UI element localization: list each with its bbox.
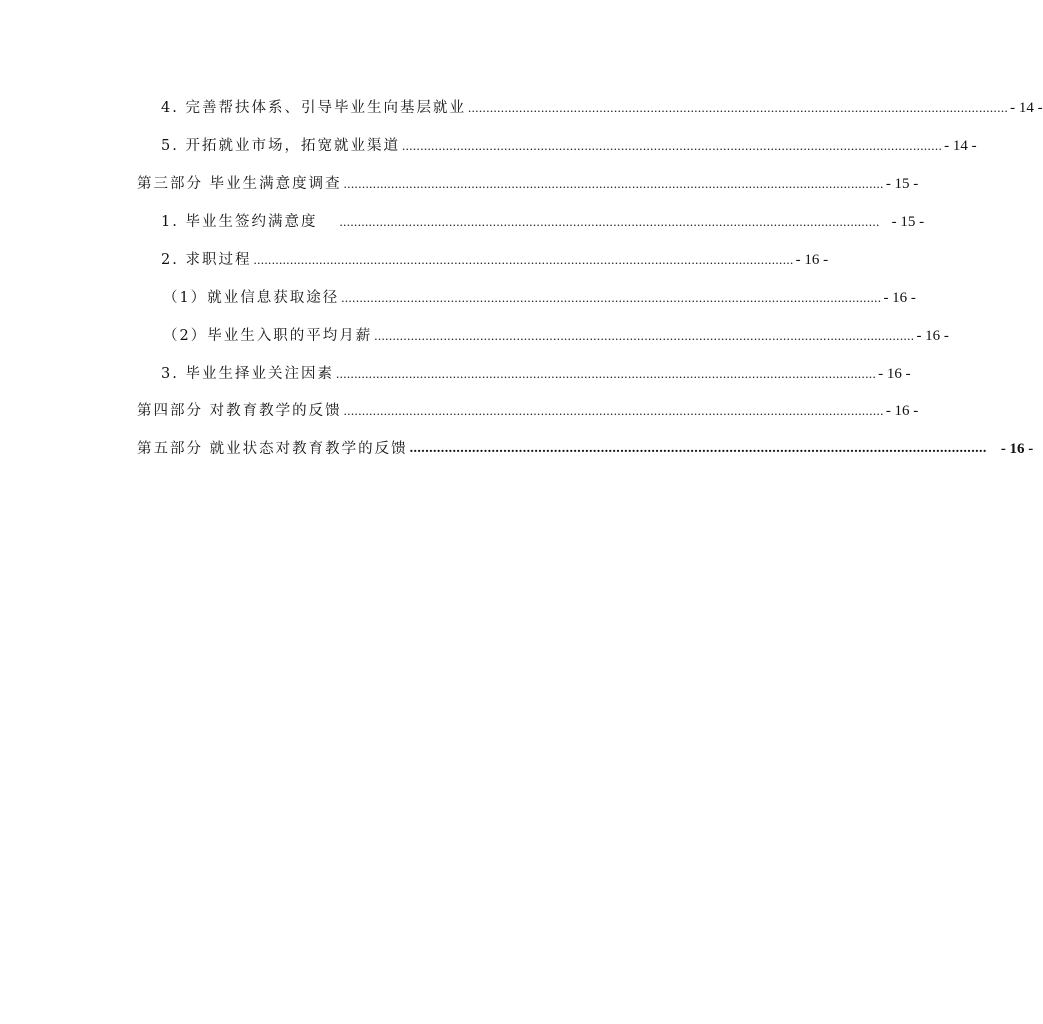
toc-leader-dots: .................................................................................................................................................... (401, 138, 943, 153)
toc-entry-2-2-monthly-salary[interactable] (163, 324, 949, 348)
toc-entry-page: - 15 - (885, 176, 919, 192)
toc-entry-page: - 16 - (795, 252, 829, 268)
toc-leader-dots: .................................................................................................................................................... (341, 290, 882, 305)
toc-leader-dots: .................................................................................................................................................... (409, 441, 987, 456)
toc-leader-dots: .................................................................................................................................................... (374, 328, 915, 343)
toc-entry-page: - 16 - (883, 290, 916, 306)
toc-entry-page: - 16 - (885, 403, 919, 419)
toc-entry-title: （2）毕业生入职的平均月薪 (163, 328, 373, 344)
toc-leader-dots: .................................................................................................................................................... (343, 403, 884, 418)
toc-leader-dots: .................................................................................................................................................... (467, 100, 1009, 115)
toc-entry-title: 4. 完善帮扶体系、引导毕业生向基层就业 (161, 100, 466, 116)
toc-entry-page: - 14 - (944, 138, 977, 154)
toc-entry-page: - 16 - (1000, 441, 1034, 457)
toc-entry-page: - 15 - (891, 214, 925, 230)
toc-entry-title: 1. 毕业生签约满意度 (161, 214, 318, 230)
toc-entry-title: （1）就业信息获取途径 (163, 290, 340, 306)
toc-entry-2-job-search[interactable] (161, 248, 829, 272)
toc-entry-1-signing-satisfaction[interactable] (161, 210, 925, 234)
toc-entry-title: 2. 求职过程 (161, 252, 252, 268)
toc-entry-page: - 16 - (916, 328, 949, 344)
toc-leader-dots: .................................................................................................................................................... (335, 366, 877, 381)
toc-entry-title: 5. 开拓就业市场，拓宽就业渠道 (161, 138, 400, 154)
toc-entry-page: - 14 - (1010, 100, 1043, 116)
toc-entry-2-1-info-channels[interactable] (163, 286, 916, 310)
toc-entry-title: 第三部分 毕业生满意度调查 (137, 176, 342, 192)
toc-entry-5-market[interactable] (161, 134, 977, 158)
toc-leader-dots: .................................................................................................................................................... (253, 252, 794, 267)
toc-leader-dots: .................................................................................................................................................... (343, 176, 884, 191)
toc-entry-part-3[interactable] (137, 172, 919, 196)
toc-entry-3-career-factors[interactable] (161, 362, 911, 386)
toc-entry-part-4[interactable] (137, 399, 919, 423)
toc-entry-page: - 16 - (878, 366, 911, 382)
toc-entry-part-5[interactable] (137, 437, 1034, 461)
toc-entry-title: 3. 毕业生择业关注因素 (161, 366, 334, 382)
toc-entry-4-grassroots[interactable] (161, 96, 1043, 120)
toc-entry-title: 第四部分 对教育教学的反馈 (137, 403, 342, 419)
toc-leader-dots: .................................................................................................................................................... (339, 214, 880, 229)
toc-entry-title: 第五部分 就业状态对教育教学的反馈 (137, 441, 408, 457)
